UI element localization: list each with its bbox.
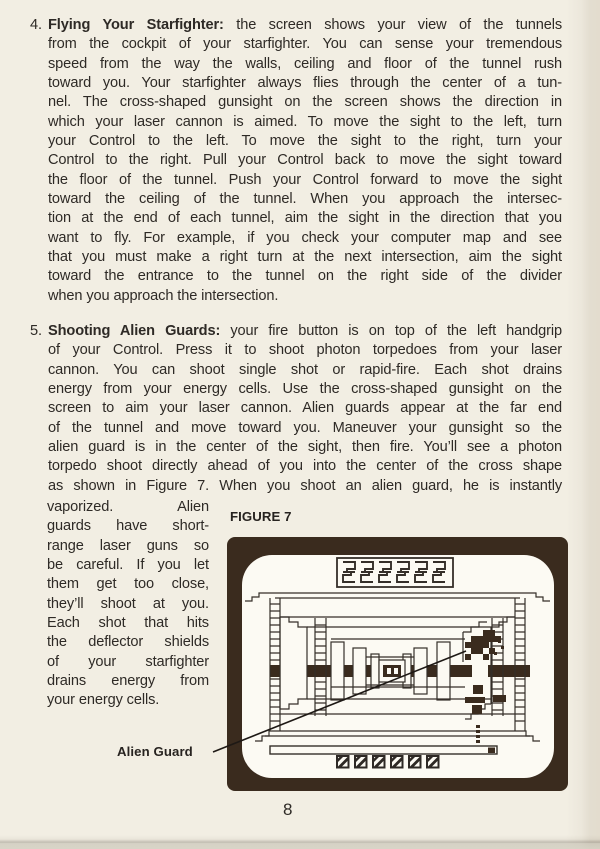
text-line: toward the entrance to the tunnel on the right side of the divider: [48, 268, 562, 285]
text-line: alien guard is in the center of the sight, then fire. You’ll see a photon: [48, 439, 562, 456]
text-line: your Control to the left. To move the sight to the right, turn your: [48, 133, 562, 150]
section-text: the screen shows your view of the tunnels: [223, 17, 562, 33]
paragraph-5: [30, 322, 563, 496]
text-line: torpedo shoot directly ahead of you into the center of the cross shape: [48, 458, 562, 475]
text-line-first: [30, 322, 563, 341]
energy-bar: [270, 746, 497, 754]
paragraph-5-lines: [48, 341, 562, 496]
text-line: of your Control. Press it to shoot photon torpedoes from your laser: [48, 342, 562, 359]
text-line-first: [30, 16, 562, 35]
text-line: speed from the way the walls, ceiling and floor of the tunnel rush: [48, 55, 562, 72]
text-line: screen to aim your laser cannon. Alien guards appear at the far end: [48, 400, 562, 417]
text-line: be careful. If you let: [47, 557, 209, 574]
text-line: when you approach the intersection.: [48, 287, 279, 304]
text-line: Control to the right. Pull your Control back to move the sight toward: [48, 152, 562, 169]
section-title: Flying Your Starfighter:: [48, 17, 224, 33]
text-line: them get too close,: [47, 576, 209, 593]
text-line: that you must make a right turn at the next intersection, aim the sight: [48, 249, 562, 266]
text-line: drains energy from: [47, 673, 209, 690]
text-line: guards have short-: [47, 518, 209, 535]
text-line: which your laser cannon is aimed. To move the sight to the left, turn: [48, 113, 562, 130]
text-line: of your starfighter: [47, 653, 209, 670]
figure-caption: FIGURE 7: [230, 509, 292, 524]
text-line: Each shot that hits: [47, 615, 209, 632]
text-line: from the cockpit of your starfighter. You can sense your tremendous: [48, 36, 562, 53]
list-number: 5.: [30, 323, 42, 339]
page-number: 8: [283, 800, 293, 819]
paragraph-4-lines: [48, 35, 562, 306]
text-line: toward you. Your starfighter always flies through the center of a tun-: [48, 75, 562, 92]
text-line: vaporized. Alien: [47, 499, 209, 515]
paragraph-4: [30, 16, 562, 306]
text-line: energy from your energy cells. Use the cross-shaped gunsight on the: [48, 381, 562, 398]
text-line: your energy cells.: [47, 692, 160, 709]
text-line: as shown in Figure 7. When you shoot an alien guard, he is instantly: [48, 477, 562, 494]
text-line: tion at the end of each tunnel, aim the sight in the direction that you: [48, 210, 562, 227]
text-line: the floor of the tunnel. Push your Control forward to move the sight: [48, 171, 562, 188]
alien-guard-label: Alien Guard: [117, 744, 193, 759]
text-line: nel. The cross-shaped gunsight on the screen shows the direction in: [48, 94, 562, 111]
text-line: cannon. You can shoot single shot or rapid-fire. Each shot drains: [48, 361, 562, 378]
page-edge-right: [566, 0, 600, 849]
section-text: your fire button is on top of the left handgrip: [220, 323, 563, 339]
section-title: Shooting Alien Guards:: [48, 323, 221, 339]
text-line: want to fly. For example, if you check your computer map and see: [48, 229, 562, 246]
text-line: of the tunnel and move toward you. Maneuver your gunsight so the: [48, 419, 562, 436]
text-line: they’ll shoot at you.: [47, 595, 209, 612]
text-line: range laser guns so: [47, 537, 209, 554]
page-edge-bottom: [0, 835, 600, 849]
text-line: the deflector shields: [47, 634, 209, 651]
list-number: 4.: [30, 17, 42, 33]
text-line: toward the ceiling of the tunnel. When you approach the intersec-: [48, 191, 562, 208]
